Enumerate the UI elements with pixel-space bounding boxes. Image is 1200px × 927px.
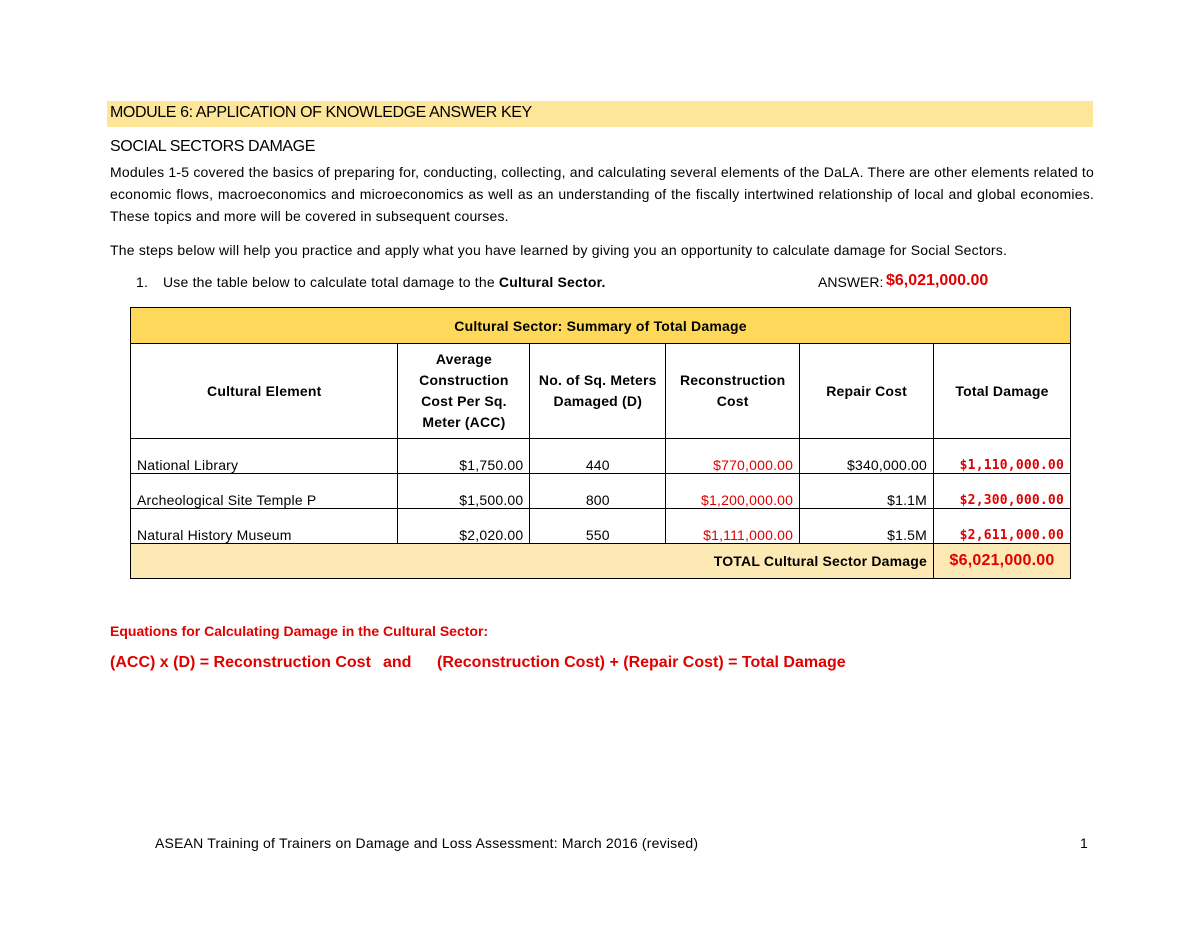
step-text [163, 274, 606, 290]
cell-repair: $1.5M [800, 509, 934, 544]
cell-acc: $1,500.00 [398, 474, 530, 509]
table-row [131, 509, 1071, 544]
header-reconstruction-cost: Reconstruction Cost [666, 344, 800, 439]
table-total-row [131, 544, 1071, 579]
cell-element: Natural History Museum [131, 509, 398, 544]
cell-d: 440 [530, 439, 666, 474]
step-text-bold: Cultural Sector. [498, 274, 606, 290]
answer-value: $6,021,000.00 [886, 272, 989, 289]
header-total-damage: Total Damage [934, 344, 1071, 439]
equation-total-damage: (Reconstruction Cost) + (Repair Cost) = Total Damage [437, 654, 846, 671]
steps-paragraph: The steps below will help you practice and apply what you have learned by giving you an opportunity to calculate damage for Social Sectors. [110, 242, 1008, 258]
cell-repair: $1.1M [800, 474, 934, 509]
table-title: Cultural Sector: Summary of Total Damage [131, 308, 1071, 344]
cell-element: Archeological Site Temple P [131, 474, 398, 509]
intro-paragraph: Modules 1-5 covered the basics of preparing for, conducting, collecting, and calculating several elements of the DaLA. There are other elements related to economic flows, macroeconomics and microeconomics as well as an understanding of the fiscally intertwined relationship of local and global economies. These topics and more will be covered in subsequent courses. [110, 164, 1094, 224]
cell-reconstruction: $1,111,000.00 [666, 509, 800, 544]
header-cultural-element: Cultural Element [131, 344, 398, 439]
cell-acc: $2,020.00 [398, 509, 530, 544]
cell-reconstruction: $770,000.00 [666, 439, 800, 474]
cell-total: $2,611,000.00 [934, 509, 1071, 544]
equation-and: and [383, 654, 412, 671]
page-number: 1 [1080, 835, 1088, 851]
total-value: $6,021,000.00 [934, 544, 1071, 579]
step-text-plain: Use the table below to calculate total damage to the [163, 274, 499, 290]
cell-d: 550 [530, 509, 666, 544]
answer-label: ANSWER: [818, 274, 884, 290]
section-title: SOCIAL SECTORS DAMAGE [110, 138, 315, 155]
total-label: TOTAL Cultural Sector Damage [131, 544, 934, 579]
table-title-row [131, 308, 1071, 344]
table-row [131, 439, 1071, 474]
cell-d: 800 [530, 474, 666, 509]
header-repair-cost: Repair Cost [800, 344, 934, 439]
module-title: MODULE 6: APPLICATION OF KNOWLEDGE ANSWER KEY [110, 104, 532, 121]
header-acc: Average Construction Cost Per Sq. Meter (ACC) [398, 344, 530, 439]
table-row [131, 474, 1071, 509]
cell-total: $2,300,000.00 [934, 474, 1071, 509]
cell-reconstruction: $1,200,000.00 [666, 474, 800, 509]
cell-repair: $340,000.00 [800, 439, 934, 474]
cell-acc: $1,750.00 [398, 439, 530, 474]
header-sq-meters: No. of Sq. Meters Damaged (D) [530, 344, 666, 439]
cell-element: National Library [131, 439, 398, 474]
table-header-row [131, 344, 1071, 439]
equations-title: Equations for Calculating Damage in the Cultural Sector: [110, 623, 489, 639]
cell-total: $1,110,000.00 [934, 439, 1071, 474]
equation-reconstruction: (ACC) x (D) = Reconstruction Cost [110, 654, 371, 671]
cultural-damage-table [130, 307, 1071, 579]
step-number: 1. [136, 274, 149, 290]
footer-text: ASEAN Training of Trainers on Damage and Loss Assessment: March 2016 (revised) [155, 835, 699, 851]
